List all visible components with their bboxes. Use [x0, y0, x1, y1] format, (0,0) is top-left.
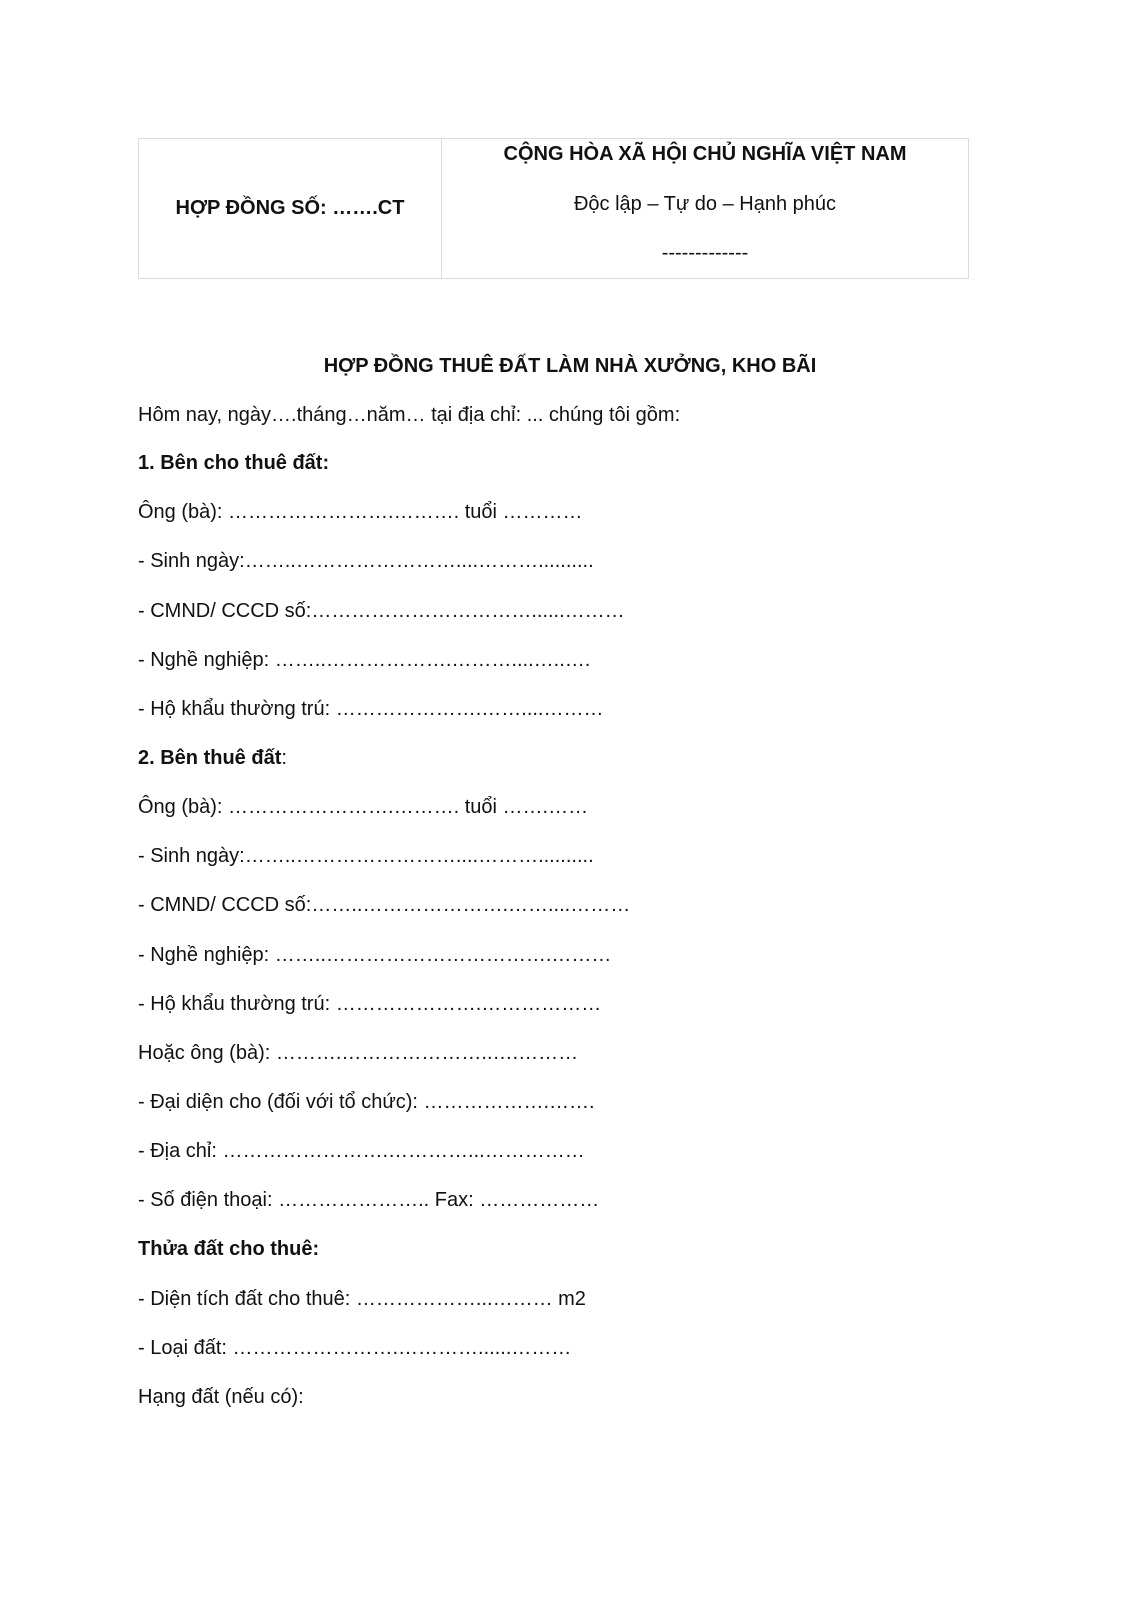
lessee-represent: - Đại diện cho (đối với tổ chức): ……………….……. — [138, 1091, 595, 1113]
lessee-alt-name: Hoặc ông (bà): ……….…………………..….……… — [138, 1042, 579, 1064]
lessee-residence: - Hộ khẩu thường trú: ………………….……………… — [138, 993, 602, 1015]
lessee-job: - Nghề nghiệp: ……..…………………………….……… — [138, 944, 612, 966]
land-type: - Loại đất: …………………….…………......……… — [138, 1337, 572, 1359]
lessee-address: - Địa chỉ: …………………….…………...…………… — [138, 1140, 585, 1162]
intro-line: Hôm nay, ngày….tháng…năm… tại địa chỉ: ... chúng tôi gồm: — [138, 404, 681, 426]
lessee-id: - CMND/ CCCD số:……..………………….……....……… — [138, 894, 631, 916]
national-motto: Độc lập – Tự do – Hạnh phúc — [573, 193, 837, 215]
republic-name: CỘNG HÒA XÃ HỘI CHỦ NGHĨA VIỆT NAM — [503, 143, 907, 165]
contract-number: HỢP ĐỒNG SỐ: …….CT — [139, 139, 442, 278]
national-heading — [442, 139, 968, 278]
lessor-residence: - Hộ khẩu thường trú: ………………….……....……… — [138, 698, 604, 720]
lessee-heading — [138, 747, 287, 770]
lessee-name: Ông (bà): …………………….………. tuổi …….…… — [138, 796, 589, 818]
land-heading: Thửa đất cho thuê: — [138, 1238, 320, 1260]
document-title: HỢP ĐỒNG THUÊ ĐẤT LÀM NHÀ XƯỞNG, KHO BÃI — [323, 355, 817, 377]
header-table — [138, 138, 969, 279]
header-separator: ------------- — [661, 242, 749, 264]
lessor-dob: - Sinh ngày:……..……………………....……….......... — [138, 550, 594, 572]
lessor-id: - CMND/ CCCD số:……………………………......……… — [138, 600, 625, 622]
lessor-job: - Nghề nghiệp: ……..……………….………....…..…. — [138, 649, 591, 671]
lessee-heading-colon: : — [281, 747, 287, 769]
lessee-heading-text: 2. Bên thuê đất — [138, 747, 282, 769]
lessor-name: Ông (bà): …………………….………. tuổi ………… — [138, 501, 583, 523]
lessee-dob: - Sinh ngày:……..……………………....……….......... — [138, 845, 594, 867]
lessee-phone: - Số điện thoại: ………………….. Fax: ……………… — [138, 1189, 600, 1211]
land-grade: Hạng đất (nếu có): — [138, 1386, 304, 1408]
land-area: - Diện tích đất cho thuê: ………………...……… m2 — [138, 1288, 586, 1310]
lessor-heading: 1. Bên cho thuê đất: — [138, 452, 330, 474]
